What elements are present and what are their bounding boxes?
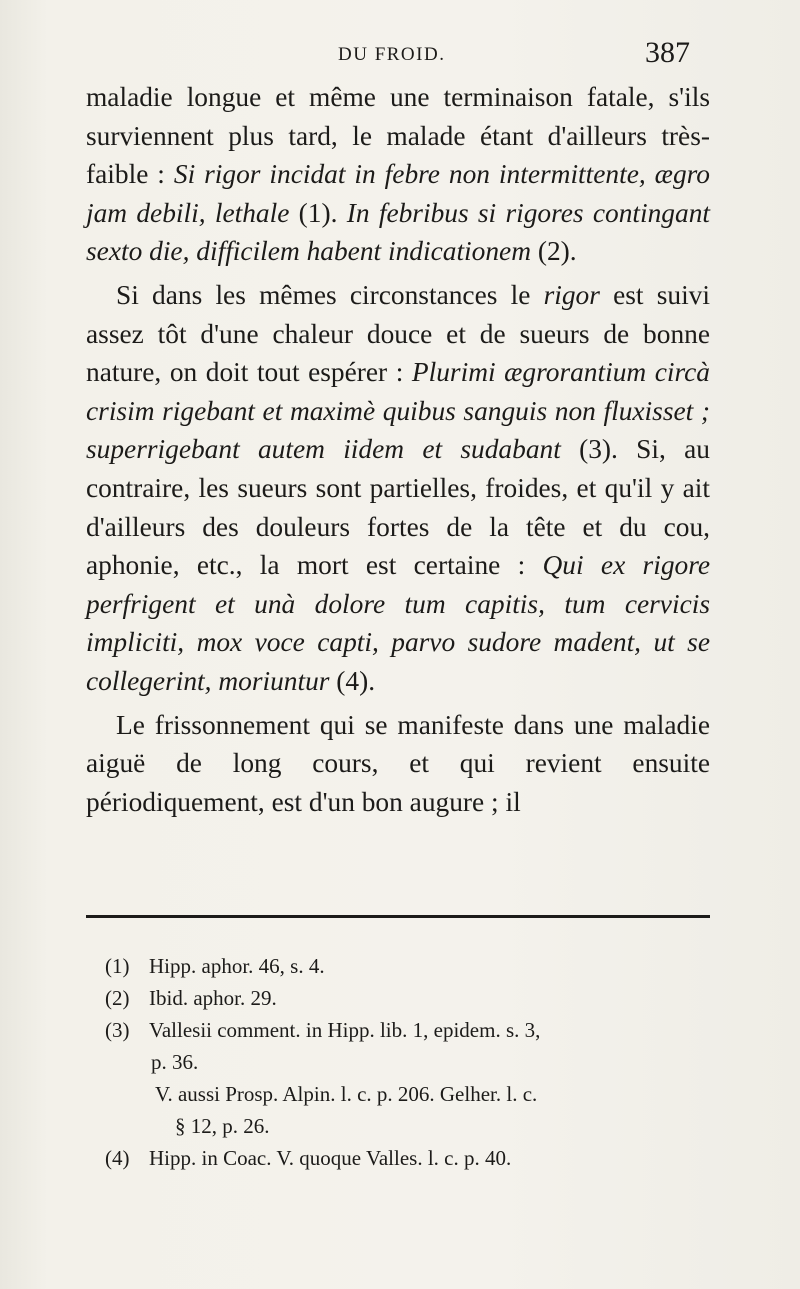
page-number: 387 <box>645 36 690 69</box>
latin-quotation: Si rigor incidat in febre non intermittente, ægro jam debili, lethale <box>86 159 710 228</box>
latin-quotation: Plurimi ægrorantium circà crisim rigebant et maximè quibus sanguis non fluxisset ; superrigebant autem iidem et sudabant <box>86 357 710 465</box>
text-run: (4). <box>329 665 376 696</box>
text-run: (1). <box>289 197 347 228</box>
footnote-number: (1) <box>105 954 130 978</box>
footnote-divider <box>86 915 710 918</box>
footnote-continuation: p. 36. <box>151 1050 199 1074</box>
footnote <box>105 950 715 982</box>
footnote-number: (2) <box>105 986 130 1010</box>
footnote <box>105 1142 715 1174</box>
footnote <box>105 982 715 1014</box>
text-run: (2). <box>531 236 577 267</box>
footnote-text: Hipp. aphor. 46, s. 4. <box>149 954 325 978</box>
footnotes <box>105 950 715 1174</box>
page-header <box>0 36 800 76</box>
footnote <box>105 1014 715 1078</box>
paragraph <box>86 276 710 701</box>
footnote <box>105 1078 715 1142</box>
text-run: Si dans les mêmes circonstances le <box>116 279 544 310</box>
text-run: (3). Si, au contraire, les sueurs sont partielles, froides, et qu'il y ait d'ailleurs des douleurs fortes de la tête et du cou, aphonie, etc., la mort est certaine : <box>86 434 711 581</box>
footnote-text: Vallesii comment. in Hipp. lib. 1, epidem. s. 3, <box>149 1018 541 1042</box>
text-run: est suivi assez tôt d'une chaleur douce et de sueurs de bonne nature, on doit tout espérer : <box>86 279 710 388</box>
footnote-continuation: § 12, p. 26. <box>175 1114 270 1138</box>
paragraph <box>86 706 710 822</box>
text-run: maladie longue et même une terminaison fatale, s'ils surviennent plus tard, le malade étant d'ailleurs très-faible : <box>86 82 710 190</box>
footnote-text: Ibid. aphor. 29. <box>149 986 277 1010</box>
footnote-number: (4) <box>105 1146 130 1170</box>
running-title: DU FROID. <box>338 44 446 65</box>
latin-quotation: rigor <box>543 279 600 310</box>
text-run: Le frissonnement qui se manifeste dans une maladie aiguë de long cours, et qui revient ensuite périodiquement, est d'un bon augure ; il <box>86 709 710 817</box>
latin-quotation: Qui ex rigore perfrigent et unà dolore tum capitis, tum cervicis impliciti, mox voce capti, parvo sudore madent, ut se collegerint, moriuntur <box>86 550 711 696</box>
paragraph <box>86 78 710 271</box>
latin-quotation: In febribus si rigores contingant sexto die, difficilem habent indicationem <box>86 197 710 267</box>
footnote-text: Hipp. in Coac. V. quoque Valles. l. c. p. 40. <box>149 1146 512 1170</box>
body-text <box>86 78 710 821</box>
footnote-text: V. aussi Prosp. Alpin. l. c. p. 206. Gelher. l. c. <box>155 1082 538 1106</box>
footnote-number: (3) <box>105 1018 130 1042</box>
